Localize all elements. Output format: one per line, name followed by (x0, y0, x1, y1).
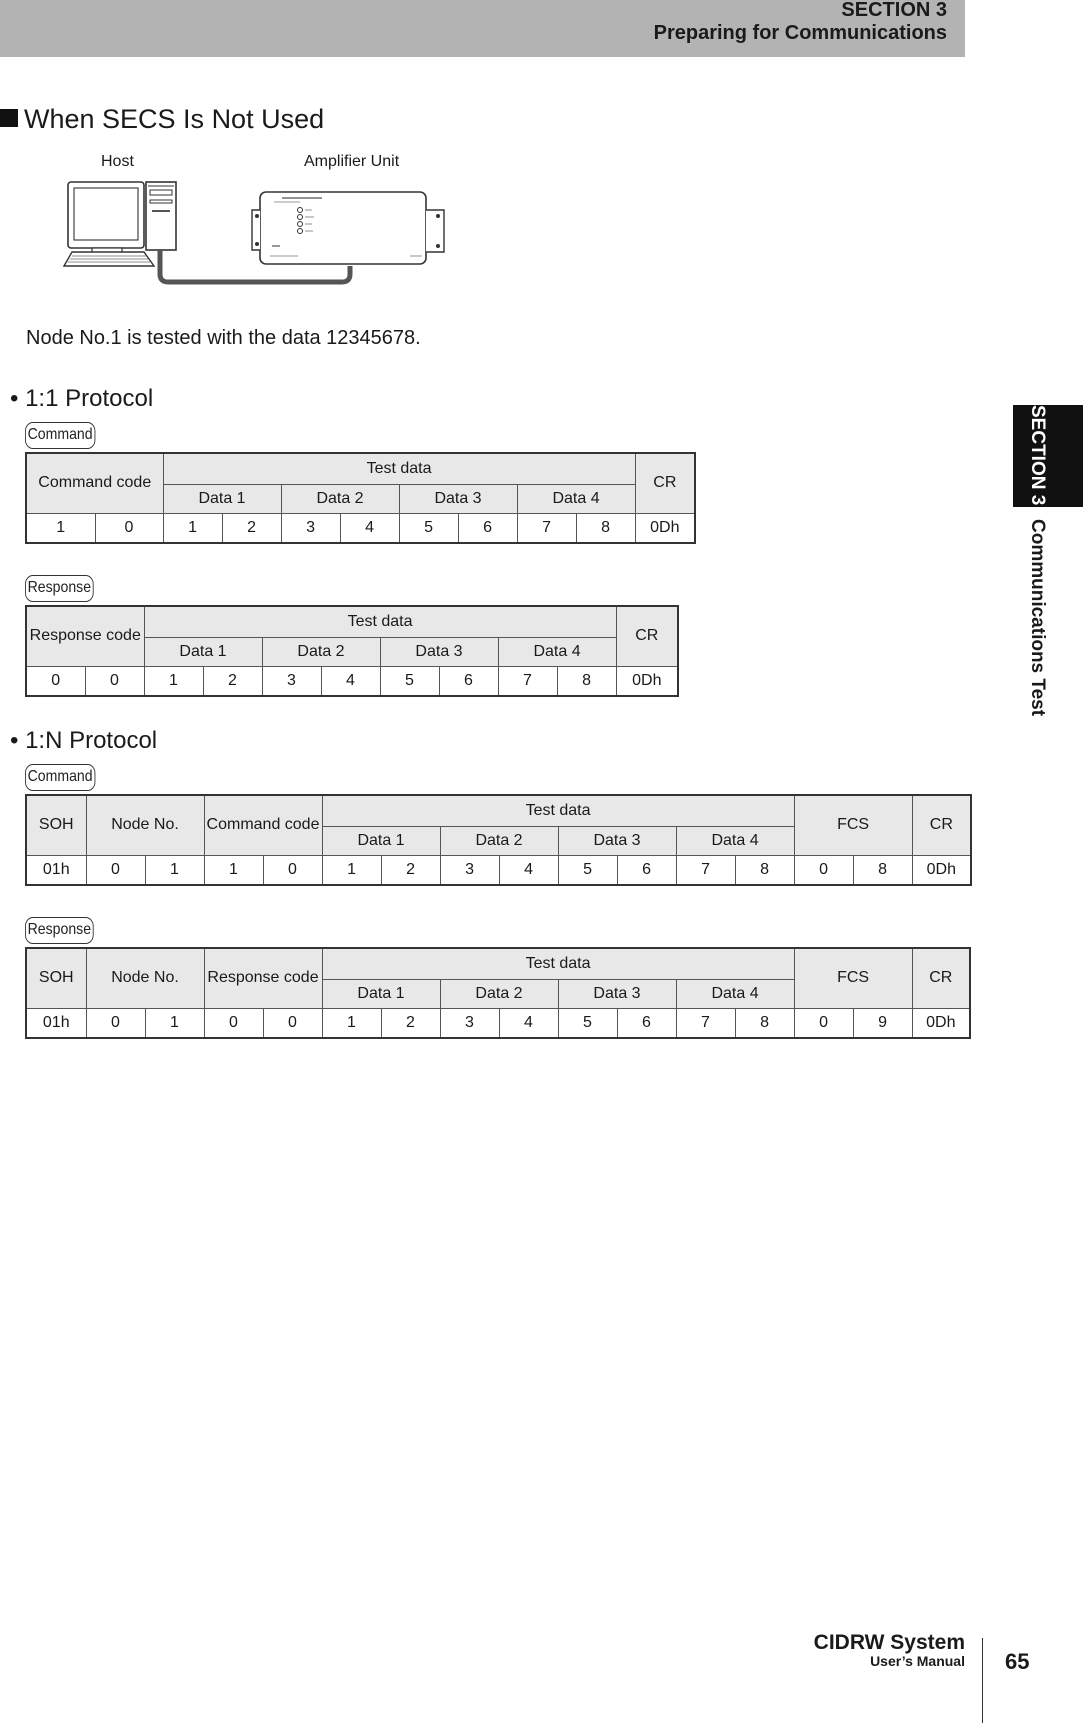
header-data-3: Data 3 (558, 826, 676, 855)
value-cell: 3 (281, 513, 340, 543)
table-row (26, 513, 695, 543)
value-cell: 8 (735, 855, 794, 885)
protocol-1-n-title: • 1:N Protocol (10, 727, 158, 754)
value-cell: 2 (381, 855, 440, 885)
header-test-data: Test data (322, 948, 794, 979)
connection-diagram (60, 170, 460, 290)
command-tag: Command (25, 422, 95, 449)
value-cell: 8 (853, 855, 912, 885)
value-cell: 0Dh (616, 666, 678, 696)
header-test-data: Test data (163, 453, 635, 484)
table-row (26, 1008, 970, 1038)
value-cell: 7 (498, 666, 557, 696)
header-soh: SOH (26, 795, 86, 855)
table-row (26, 666, 678, 696)
value-cell: 0 (85, 666, 144, 696)
amplifier-unit-label: Amplifier Unit (304, 153, 400, 170)
header-node-no: Node No. (86, 948, 204, 1008)
value-cell: 7 (676, 855, 735, 885)
value-cell: 0 (263, 855, 322, 885)
value-cell: 5 (380, 666, 439, 696)
header-data-3: Data 3 (558, 979, 676, 1008)
value-cell: 0Dh (912, 1008, 970, 1038)
host-label: Host (101, 153, 134, 170)
value-cell: 0 (95, 513, 163, 543)
value-cell: 0 (263, 1008, 322, 1038)
header-cr: CR (616, 606, 678, 666)
header-data-4: Data 4 (676, 979, 794, 1008)
command-tag: Command (25, 764, 95, 791)
heading-text: When SECS Is Not Used (24, 104, 325, 134)
header-cr: CR (912, 948, 970, 1008)
value-cell: 6 (458, 513, 517, 543)
value-cell: 7 (676, 1008, 735, 1038)
header-data-2: Data 2 (440, 826, 558, 855)
header-data-2: Data 2 (440, 979, 558, 1008)
header-response-code: Response code (26, 606, 144, 666)
header-data-4: Data 4 (498, 637, 616, 666)
value-cell: 8 (557, 666, 616, 696)
header-response-code: Response code (204, 948, 322, 1008)
value-cell: 01h (26, 855, 86, 885)
side-tab-background (1013, 405, 1083, 507)
header-soh: SOH (26, 948, 86, 1008)
value-cell: 1 (322, 1008, 381, 1038)
protocol-1-1-response-table (25, 605, 679, 697)
value-cell: 1 (26, 513, 95, 543)
value-cell: 6 (617, 855, 676, 885)
footer-title: CIDRW System (813, 1631, 965, 1654)
value-cell: 5 (399, 513, 458, 543)
header-fcs: FCS (794, 795, 912, 855)
value-cell: 1 (144, 666, 203, 696)
header-data-4: Data 4 (676, 826, 794, 855)
table-row (26, 855, 971, 885)
value-cell: 2 (203, 666, 262, 696)
value-cell: 2 (381, 1008, 440, 1038)
value-cell: 8 (576, 513, 635, 543)
value-cell: 0 (86, 1008, 145, 1038)
header-data-1: Data 1 (322, 979, 440, 1008)
intro-text: Node No.1 is tested with the data 12345678. (26, 327, 421, 349)
footer-subtitle: User’s Manual (870, 1653, 965, 1669)
side-tab (1026, 405, 1048, 716)
value-cell: 0Dh (635, 513, 695, 543)
value-cell: 4 (340, 513, 399, 543)
value-cell: 2 (222, 513, 281, 543)
header-cr: CR (635, 453, 695, 513)
header-data-4: Data 4 (517, 484, 635, 513)
header-section: SECTION 3 (841, 0, 947, 21)
header-data-1: Data 1 (322, 826, 440, 855)
value-cell: 6 (617, 1008, 676, 1038)
header-command-code: Command code (204, 795, 322, 855)
value-cell: 1 (322, 855, 381, 885)
value-cell: 7 (517, 513, 576, 543)
protocol-1-n-command-table (25, 794, 972, 886)
value-cell: 8 (735, 1008, 794, 1038)
header-data-2: Data 2 (262, 637, 380, 666)
header-node-no: Node No. (86, 795, 204, 855)
value-cell: 3 (440, 855, 499, 885)
value-cell: 1 (145, 855, 204, 885)
page-number: 65 (1005, 1649, 1030, 1674)
header-command-code: Command code (26, 453, 163, 513)
value-cell: 1 (204, 855, 263, 885)
header-test-data: Test data (322, 795, 794, 826)
side-tab-title: Communications Test (1027, 519, 1048, 717)
response-tag: Response (25, 575, 94, 602)
value-cell: 4 (499, 1008, 558, 1038)
value-cell: 0 (794, 855, 853, 885)
header-data-3: Data 3 (399, 484, 517, 513)
header-data-3: Data 3 (380, 637, 498, 666)
value-cell: 5 (558, 1008, 617, 1038)
value-cell: 4 (499, 855, 558, 885)
footer-divider (982, 1638, 983, 1723)
value-cell: 4 (321, 666, 380, 696)
header-fcs: FCS (794, 948, 912, 1008)
side-tab-section: SECTION 3 (1027, 405, 1048, 506)
header-cr: CR (912, 795, 971, 855)
value-cell: 0 (204, 1008, 263, 1038)
value-cell: 0 (794, 1008, 853, 1038)
protocol-1-1-command-table (25, 452, 696, 544)
value-cell: 6 (439, 666, 498, 696)
value-cell: 3 (262, 666, 321, 696)
section-heading (0, 103, 324, 135)
value-cell: 1 (145, 1008, 204, 1038)
header-data-1: Data 1 (144, 637, 262, 666)
value-cell: 0Dh (912, 855, 971, 885)
protocol-1-n-response-table (25, 947, 971, 1039)
amplifier-unit-icon (252, 192, 444, 264)
value-cell: 9 (853, 1008, 912, 1038)
header-title: Preparing for Communications (653, 22, 947, 44)
square-bullet-icon (0, 109, 18, 127)
header-data-1: Data 1 (163, 484, 281, 513)
value-cell: 5 (558, 855, 617, 885)
section-header (0, 0, 965, 57)
header-data-2: Data 2 (281, 484, 399, 513)
value-cell: 01h (26, 1008, 86, 1038)
value-cell: 0 (86, 855, 145, 885)
protocol-1-1-title: • 1:1 Protocol (10, 385, 154, 412)
value-cell: 0 (26, 666, 85, 696)
response-tag: Response (25, 917, 94, 944)
value-cell: 1 (163, 513, 222, 543)
header-test-data: Test data (144, 606, 616, 637)
value-cell: 3 (440, 1008, 499, 1038)
